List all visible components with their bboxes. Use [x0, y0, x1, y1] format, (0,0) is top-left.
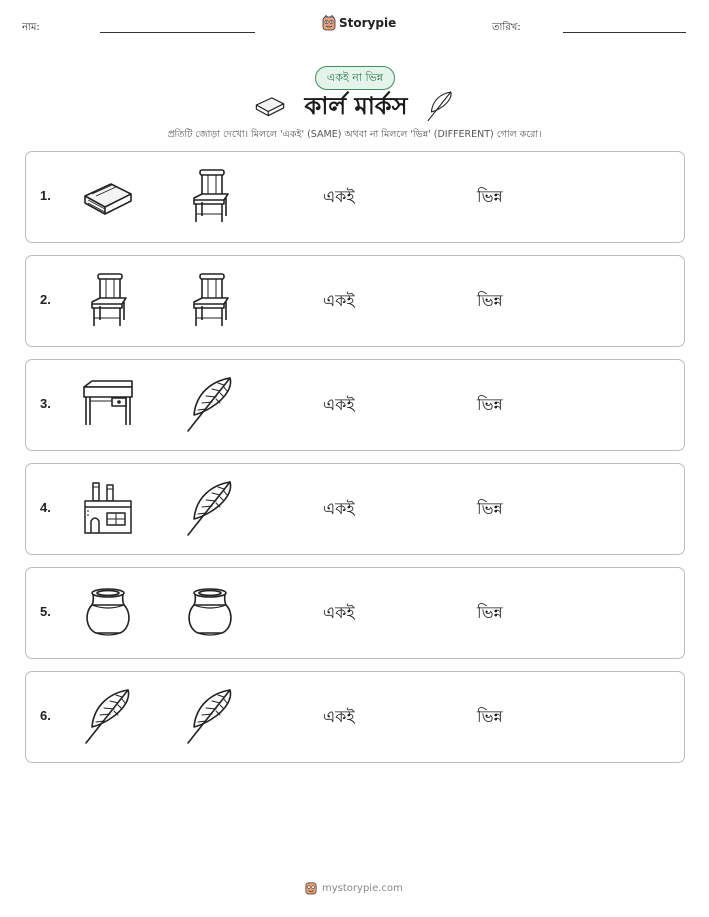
- chair-icon: [180, 270, 240, 330]
- row-number: 2.: [40, 292, 51, 307]
- name-label: নাম:: [22, 22, 40, 33]
- feather-icon: [180, 478, 240, 538]
- instructions: প্রতিটি জোড়া দেখো। মিললে 'একই' (SAME) অথবা না মিললে 'ভিন্ন' (DIFFERENT) গোল করো।: [167, 129, 542, 140]
- footer-url: mystorypie.com: [322, 882, 403, 894]
- brand-name: Storypie: [339, 16, 397, 30]
- option-same[interactable]: একই: [323, 707, 355, 726]
- chair-icon: [180, 166, 240, 226]
- exercise-row: [25, 359, 685, 451]
- exercise-row: [25, 151, 685, 243]
- storypie-mascot-icon: [305, 881, 317, 895]
- feather-icon: [426, 90, 454, 126]
- row-number: 1.: [40, 188, 51, 203]
- exercise-row: [25, 567, 685, 659]
- option-same[interactable]: একই: [323, 499, 355, 518]
- option-same[interactable]: একই: [323, 603, 355, 622]
- book-icon: [254, 93, 286, 121]
- name-line: [100, 32, 255, 33]
- storypie-mascot-icon: [322, 15, 336, 31]
- row-number: 3.: [40, 396, 51, 411]
- option-same[interactable]: একই: [323, 187, 355, 206]
- option-different[interactable]: ভিন্ন: [477, 603, 503, 622]
- option-different[interactable]: ভিন্ন: [477, 395, 503, 414]
- chair-icon: [78, 270, 138, 330]
- option-same[interactable]: একই: [323, 291, 355, 310]
- exercise-row: [25, 255, 685, 347]
- feather-icon: [180, 374, 240, 434]
- feather-icon: [180, 686, 240, 746]
- row-number: 4.: [40, 500, 51, 515]
- pot-icon: [78, 582, 138, 642]
- factory-icon: [78, 478, 138, 538]
- exercise-row: [25, 463, 685, 555]
- worksheet-header: [0, 14, 709, 38]
- option-different[interactable]: ভিন্ন: [477, 291, 503, 310]
- book-icon: [78, 166, 138, 226]
- footer: [305, 879, 403, 897]
- date-line: [563, 32, 686, 33]
- title-row: [0, 88, 709, 124]
- brand-logo: [322, 14, 396, 32]
- date-label: তারিখ:: [492, 22, 521, 33]
- option-different[interactable]: ভিন্ন: [477, 187, 503, 206]
- option-same[interactable]: একই: [323, 395, 355, 414]
- page-title: কার্ল মার্কস: [304, 92, 408, 120]
- pot-icon: [180, 582, 240, 642]
- exercise-row: [25, 671, 685, 763]
- option-different[interactable]: ভিন্ন: [477, 707, 503, 726]
- option-different[interactable]: ভিন্ন: [477, 499, 503, 518]
- worksheet-type-badge: একই না ভিন্ন: [315, 66, 395, 90]
- row-number: 5.: [40, 604, 51, 619]
- feather-icon: [78, 686, 138, 746]
- row-number: 6.: [40, 708, 51, 723]
- desk-icon: [78, 374, 138, 434]
